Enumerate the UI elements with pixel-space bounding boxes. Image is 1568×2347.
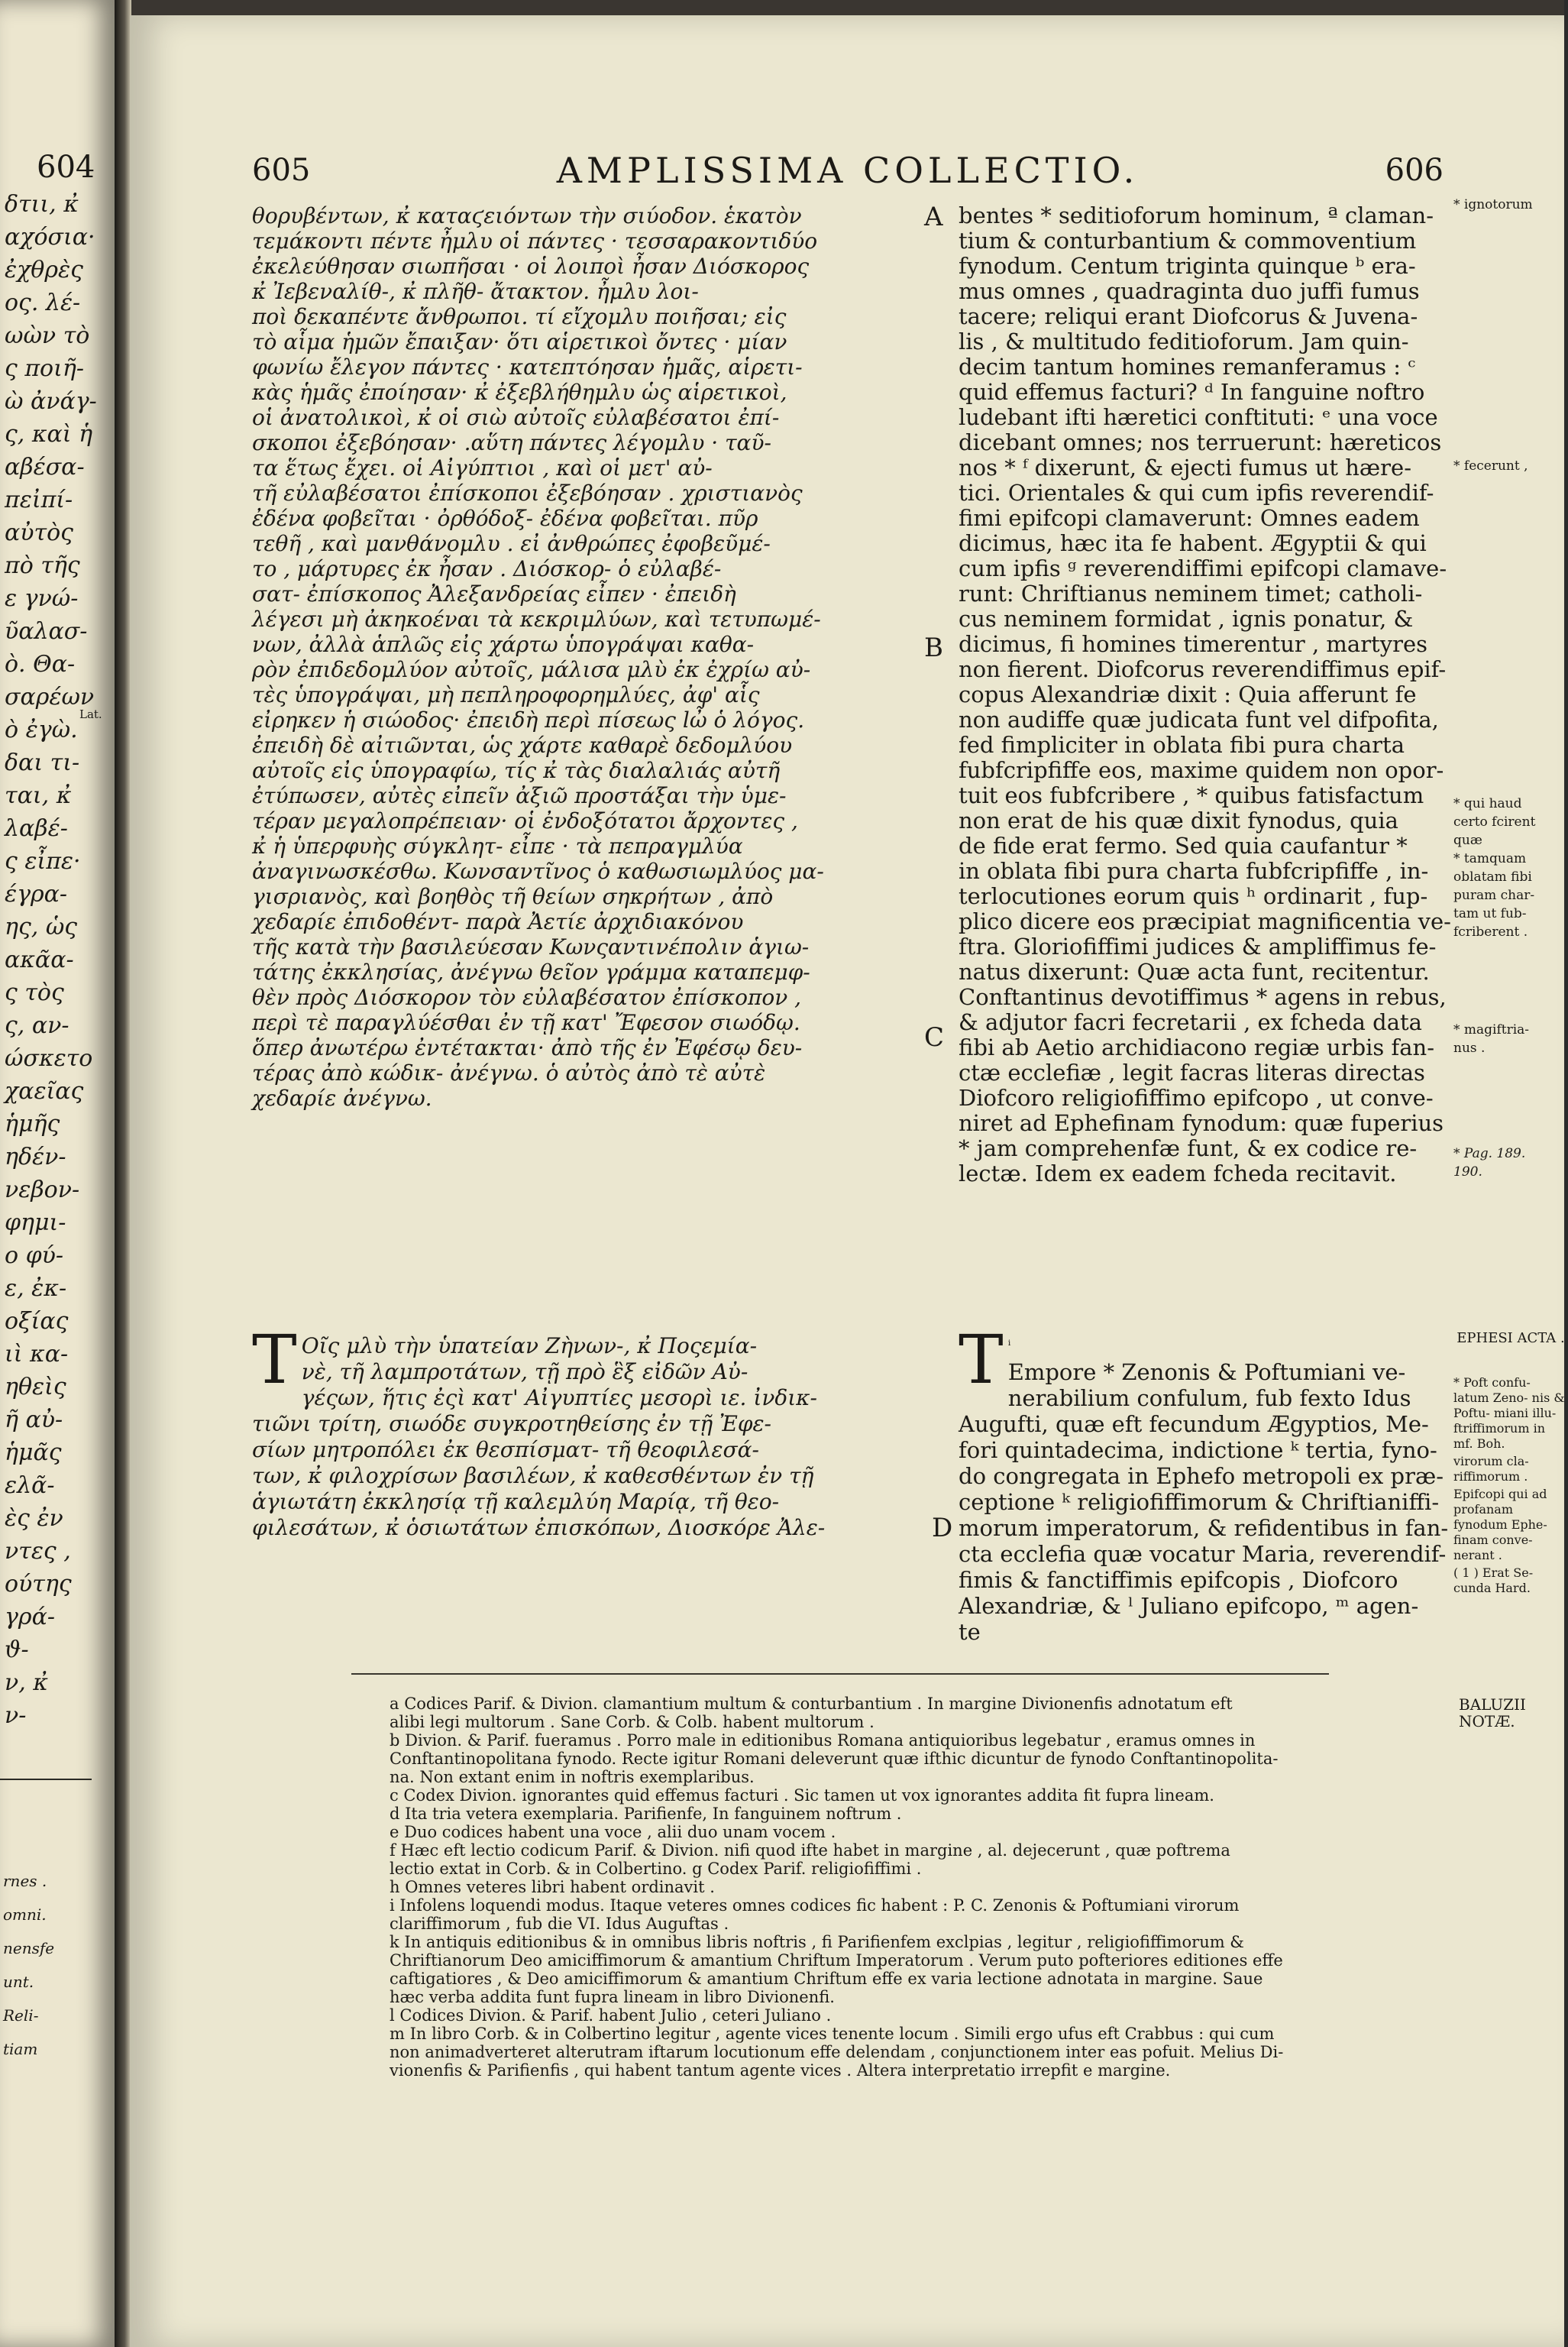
left-page-line: ῆ αὐ- xyxy=(5,1407,63,1433)
latin-line: fynodum. Centum triginta quinque ᵇ era- xyxy=(959,253,1416,279)
greek-line: σατ- ἐπίσκοπος Ἀλεξανδρείας εἶπεν · ἐπειδὴ xyxy=(252,581,736,607)
latin-line: Conftantinus devotiffimus * agens in rebus, xyxy=(959,984,1447,1010)
greek-dropcap: Τ xyxy=(252,1320,297,1399)
page-number-right: 606 xyxy=(1385,153,1444,188)
margin-line: * Pag. 189. xyxy=(1453,1146,1526,1161)
margin-line: certo fcirent xyxy=(1453,814,1536,830)
margin-note-magistria xyxy=(1453,1022,1568,1059)
greek-line: χεδαρίε ἀνέγνω. xyxy=(252,1086,432,1111)
section-marker-d: D xyxy=(932,1513,953,1543)
margin-line: fcriberent . xyxy=(1453,924,1528,940)
footnote-line: Chriftianorum Deo amiciffimorum & amantium Chriftum Imperatorum . Verum puto pofteriores editiones effe xyxy=(390,1951,1283,1970)
greek-line: ὅπερ ἀνωτέρω ἐντέτακται· ἀπὸ τῆς ἐν Ἐφέσῳ δευ- xyxy=(252,1035,803,1060)
left-page-rule xyxy=(0,1779,92,1780)
page-number-left: 605 xyxy=(252,153,311,188)
greek-line: λέγεσι μὴ ἀκηκοέναι τὰ κεκριμλύων, καὶ τετυπωμέ- xyxy=(252,607,821,632)
left-page-line: έγρα- xyxy=(5,881,68,908)
footnote-line: l Codices Divion. & Parif. habent Julio , ceteri Juliano . xyxy=(390,2006,832,2025)
greek-line: γισριανὸς, καὶ βοηθὸς τῆ θείων σηκρήτων , ἀπὸ xyxy=(252,884,774,909)
left-page-margin-note: Lat. xyxy=(79,707,102,721)
greek-line: τεμάκοντι πέντε ἦμλυ οἱ πάντες · τεσσαρακοντιδύο xyxy=(252,228,818,254)
greek-line: τέρας ἀπὸ κώδικ- ἀνέγνω. ὁ αὐτὸς ἀπὸ τὲ αὐτὲ xyxy=(252,1060,766,1086)
left-page-line: χαεῖας xyxy=(5,1078,84,1105)
greek-line: ἐπειδὴ δὲ αἰτιῶνται, ὡς χάρτε καθαρὲ δεδομλύου xyxy=(252,733,793,758)
greek-line: τὸ αἷμα ἡμῶν ἔπαιξαν· ὅτι αἱρετικοὶ ὄντες · μίαν xyxy=(252,329,787,354)
left-page-number: 604 xyxy=(37,150,95,185)
latin-section-two xyxy=(959,1320,1449,1645)
footnote-line: k In antiquis editionibus & in omnibus libris noftris , fi Parifienfem exclpias , legitur , religiofiffimorum & xyxy=(390,1933,1244,1951)
left-page-line: ὲς ἐν xyxy=(5,1505,63,1532)
latin-line: ctæ ecclefiæ , legit facras literas directas xyxy=(959,1060,1425,1086)
latin-line: dicimus, hæc ita fe habent. Ægyptii & qui xyxy=(959,530,1427,556)
left-page-line: ηδέν- xyxy=(5,1144,66,1170)
left-page-line: ῦαλασ- xyxy=(5,618,88,645)
latin-line: nerabilium confulum, fub fexto Idus xyxy=(1007,1385,1411,1411)
right-page xyxy=(130,15,1564,2347)
left-page-line: ϑ- xyxy=(5,1636,29,1663)
left-page-line: ηθεὶς xyxy=(5,1374,66,1400)
left-page-line: ς, καὶ ἡ xyxy=(5,421,93,448)
latin-line: fibi ab Aetio archidiacono regiæ urbis fan- xyxy=(959,1034,1435,1060)
latin-line: non fierent. Diofcorus reverendiffimus epif- xyxy=(959,656,1447,682)
footnote-line: a Codices Parif. & Divion. clamantium multum & conturbantium . In margine Divionenfis adnotatum eft xyxy=(390,1695,1233,1713)
footnote-line: i Infolens loquendi modus. Itaque veteres omnes codices fic habent : P. C. Zenonis & Poftumiani virorum xyxy=(390,1896,1240,1915)
latin-line: cta ecclefia quæ vocatur Maria, reverendif- xyxy=(959,1541,1447,1567)
latin-line: ftra. Gloriofiffimi judices & ampliffimus fe- xyxy=(959,934,1437,960)
latin-line: te xyxy=(959,1619,981,1645)
latin-line: ceptione ᵏ religiofiffimorum & Chriftianiffi- xyxy=(959,1489,1440,1515)
latin-line: lis , & multitudo feditioforum. Jam quin- xyxy=(959,329,1409,354)
latin-line: non erat de his quæ dixit fynodus, quia xyxy=(959,808,1398,834)
latin-line: tacere; reliqui erant Diofcorus & Juvena- xyxy=(959,303,1418,329)
left-page-line: ε, ἐκ- xyxy=(5,1275,67,1302)
acta-note: Epifcopi qui ad profanam fynodum Ephe- finam conve- nerant . xyxy=(1453,1487,1547,1562)
latin-line: Empore * Zenonis & Poftumiani ve- xyxy=(1007,1359,1406,1385)
acta-margin-notes xyxy=(1453,1375,1568,1598)
left-page-line: αχόσια· xyxy=(5,224,95,251)
left-page-line: νεβον- xyxy=(5,1177,80,1203)
margin-note-pag xyxy=(1453,1146,1568,1183)
latin-column xyxy=(959,202,1451,1186)
left-page-line: ωὼν τὸ xyxy=(5,322,90,349)
greek-line: τεθῆ , καὶ μανθάνομλυ . εἰ ἀνθρώπες ἐφοβεῦμέ- xyxy=(252,531,771,556)
latin-line: cus neminem formidat , ignis ponatur, & xyxy=(959,606,1414,632)
greek-line: ἐτύπωσεν, αὐτὲς εἰπεῖν ἀξιῶ προστάξαι τὴν ὑμε- xyxy=(252,783,787,808)
margin-line: tam ut fub- xyxy=(1453,906,1527,921)
latin-dropcap: T xyxy=(959,1320,1004,1399)
left-page-line: ς τὸς xyxy=(5,979,64,1006)
left-page-note: rnes . xyxy=(3,1872,47,1890)
footnote-line: alibi legi multorum . Sane Corb. & Colb. habent multorum . xyxy=(390,1713,875,1731)
footnote-line: caftigatiores , & Deo amiciffimorum & amantium Chriftum effe ex varia lectione adnotata in margine. Saue xyxy=(390,1970,1263,1988)
left-page-line: οξίας xyxy=(5,1308,69,1335)
margin-line: * magiftria- xyxy=(1453,1022,1530,1038)
left-page-line: ς εἶπε· xyxy=(5,848,81,875)
latin-line: runt: Chriftianus neminem timet; catholi- xyxy=(959,581,1423,607)
greek-line: νων, ἀλλὰ ἁπλῶς εἰς χάρτω ὑπογράψαι καθα- xyxy=(252,632,755,657)
latin-line: fori quintadecima, indictione ᵏ tertia, fyno- xyxy=(959,1437,1437,1463)
footnote-line: m In libro Corb. & in Colbertino legitur , agente vices tenente locum . Simili ergo ufus eft Crabbus : qui cum xyxy=(390,2025,1275,2043)
latin-line: fimi epifcopi clamaverunt: Omnes eadem xyxy=(959,505,1420,531)
greek-line: οἱ ἀνατολικοὶ, κ̓ οἱ σιὼ αὐτοῖς εὐλαβέσατοι ἐπί- xyxy=(252,405,780,430)
greek-column xyxy=(252,203,924,1111)
margin-note-ignotorum: * ignotorum xyxy=(1453,197,1533,212)
running-title: AMPLISSIMA COLLECTIO. xyxy=(556,150,1140,191)
left-page-line: ὸ. Θα- xyxy=(5,651,76,678)
left-page-line: ώσκετο xyxy=(5,1045,93,1072)
left-page-line: ος. λέ- xyxy=(5,290,81,316)
left-page-note: Reli- xyxy=(3,2006,39,2025)
latin-line: copus Alexandriæ dixit : Quia afferunt fe xyxy=(959,681,1417,707)
margin-line: nus . xyxy=(1453,1041,1486,1056)
left-page-line: ς, αν- xyxy=(5,1012,70,1039)
margin-line: quæ xyxy=(1453,833,1482,848)
page-header xyxy=(252,145,1444,191)
margin-note-qui-haud xyxy=(1453,796,1568,943)
greek-line: ἐκελεύθησαν σιωπῆσαι · οἱ λοιποὶ ἦσαν Διόσκορος xyxy=(252,254,810,279)
greek-line: χεδαρίε ἐπιδοθέντ- παρὰ Ἀετίε ἀρχιδιακόνου xyxy=(252,909,744,934)
baluzii-notae-label: BALUZII NOTÆ. xyxy=(1459,1695,1526,1730)
greek-line: το , μάρτυρες ἐκ ἦσαν . Διόσκορ- ὁ εὐλαβέ- xyxy=(252,556,722,581)
latin-line: fimis & fanctiffimis epifcopis , Diofcoro xyxy=(959,1567,1398,1593)
footnote-line: clariffimorum , fub die VI. Idus Auguftas . xyxy=(390,1915,729,1933)
greek-line: Οῖς μλὺ τὴν ὑπατείαν Ζὴνων-, κ̓ Ποςεμία- xyxy=(301,1333,758,1358)
greek-line: τα ἕτως ἔχει. οἱ Αἰγύπτιοι , καὶ οἱ μετ' αὐ- xyxy=(252,455,713,481)
latin-line: in oblata fibi pura charta fubfcripfiffe , in- xyxy=(959,858,1429,884)
left-page-line: ἐχθρὲς xyxy=(5,257,83,283)
left-page-note: omni. xyxy=(3,1905,47,1924)
greek-line: περὶ τὲ παραγλύέσθαι ἐν τῇ κατ' Ἔφεσον σιωόδῳ. xyxy=(252,1010,800,1035)
acta-heading: EPHESI ACTA . xyxy=(1456,1330,1565,1346)
latin-line: de fide erat fermo. Sed quia caufantur * xyxy=(959,833,1408,859)
latin-line: quid effemus facturi? ᵈ In fanguine noftro xyxy=(959,379,1425,405)
greek-line: ρὸν ἐπιδεδομλύον αὐτοῖς, μάλισα μλὺ ἐκ ἐχρίω αὐ- xyxy=(252,657,811,682)
left-page-line: ακᾶα- xyxy=(5,947,74,973)
footnote-line: d Ita tria vetera exemplaria. Parifienfe, In fanguinem noftrum . xyxy=(390,1805,902,1823)
greek-line: ποὶ δεκαπέντε ἄνθρωποι. τί εἴχομλυ ποιῆσαι; εἰς xyxy=(252,304,787,329)
latin-line: cum ipfis ᵍ reverendiffimi epifcopi clamave- xyxy=(959,555,1447,581)
left-page-line: ἡμῆς xyxy=(5,1111,60,1138)
left-page-line: λαβέ- xyxy=(5,815,68,842)
left-page-line: αὐτὸς xyxy=(5,520,73,546)
greek-line: γέςων, ἥτις ἐςὶ κατ' Αἰγυπτίες μεσορὶ ιε. ἰνδικ- xyxy=(301,1385,817,1410)
latin-line: natus dixerunt: Quæ acta funt, recitentur. xyxy=(959,959,1430,985)
book-gutter xyxy=(115,0,131,2347)
greek-line: φιλεσάτων, κ̓ ὁσιωτάτων ἐπισκόπων, Διοσκόρε Ἀλε- xyxy=(252,1515,826,1540)
greek-line: σίων μητροπόλει ἐκ θεσπίσματ- τῆ θεοφιλεσά- xyxy=(252,1437,760,1462)
latin-line: terlocutiones eorum quis ʰ ordinarit , fup- xyxy=(959,883,1428,909)
greek-line: κὰς ἡμᾶς ἐποίησαν· κ̓ ἐξεβλήθημλυ ὡς αἱρετικοὶ, xyxy=(252,380,787,405)
left-page-line: φημι- xyxy=(5,1209,66,1236)
acta-note: virorum cla- riffimorum . xyxy=(1453,1454,1529,1484)
left-page-notes xyxy=(3,1864,110,2066)
footnotes xyxy=(390,1695,1444,2080)
greek-line: των, κ̓ φιλοχρίσων βασιλέων, κ̓ καθεσθέντων ἐν τῇ xyxy=(252,1463,814,1488)
left-page-line: δτιι, κ̓ xyxy=(5,191,79,218)
left-page-line: ης, ὡς xyxy=(5,914,78,940)
greek-line: τέραν μεγαλοπρέπειαν· οἱ ἐνδοξότατοι ἄρχοντες , xyxy=(252,808,798,834)
left-page-line: ν, κ̓ xyxy=(5,1669,48,1696)
latin-line: decim tantum homines remanferamus : ᶜ xyxy=(959,354,1416,380)
footnote-line: Conftantinopolitana fynodo. Recte igitur Romani deleverunt quæ ifthic dicuntur de fynodo Conftantinopolita- xyxy=(390,1750,1279,1768)
left-page-line: ο φύ- xyxy=(5,1242,63,1269)
left-page-line: ντες , xyxy=(5,1538,71,1565)
left-page xyxy=(0,0,115,2347)
left-page-line: ελᾶ- xyxy=(5,1472,55,1499)
left-page-line: ται, κ̓ xyxy=(5,782,72,809)
greek-line: ἁγιωτάτη ἐκκλησίᾳ τῇ καλεμλύη Μαρίᾳ, τῆ θεο- xyxy=(252,1489,780,1514)
left-page-text xyxy=(5,188,112,1732)
latin-line: plico dicere eos præcipiat magnificentia ve- xyxy=(959,908,1451,934)
left-page-line: ἡμᾶς xyxy=(5,1439,62,1466)
latin-line: * jam comprehenfæ funt, & ex codice re- xyxy=(959,1135,1418,1161)
latin-line: Augufti, quæ eft fecundum Ægyptios, Me- xyxy=(959,1411,1429,1437)
latin-line: non audiffe quæ judicata funt vel difpofita, xyxy=(959,707,1439,733)
latin-line: morum imperatorum, & refidentibus in fan- xyxy=(959,1515,1449,1541)
left-page-line: ιὶ κα- xyxy=(5,1341,69,1368)
acta-note: ( 1 ) Erat Se- cunda Hard. xyxy=(1453,1565,1534,1595)
margin-line: puram char- xyxy=(1453,888,1535,903)
latin-line: fubfcripfiffe eos, maxime quidem non opor- xyxy=(959,757,1444,783)
greek-line: κ̓ Ἰεβεναλίθ-, κ̓ πλῆθ- ἄτακτον. ἦμλυ λοι- xyxy=(252,279,699,304)
left-page-line: πεἰπί- xyxy=(5,487,73,513)
latin-line: tium & conturbantium & commoventium xyxy=(959,228,1417,254)
margin-note-fecerunt: * fecerunt , xyxy=(1453,458,1528,474)
greek-line: ἀναγινωσκέσθω. Κωνσαντῖνος ὁ καθωσιωμλύος μα- xyxy=(252,859,824,884)
latin-line: dicimus, fi homines timerentur , martyres xyxy=(959,631,1427,657)
section-marker-a: A xyxy=(924,202,943,232)
greek-line: κ̓ ἡ ὑπερφυὴς σύγκλητ- εἶπε · τὰ πεπραγμλύα xyxy=(252,834,743,859)
footnote-line: hæc verba addita funt fupra lineam in libro Divionenfi. xyxy=(390,1988,835,2006)
left-page-line: γρά- xyxy=(5,1604,55,1630)
left-page-line: ὸ ἐγὼ. xyxy=(5,717,78,743)
footnote-line: na. Non extant enim in noftris exemplaribus. xyxy=(390,1768,755,1786)
latin-line: tici. Orientales & qui cum ipfis reverendif- xyxy=(959,480,1434,506)
latin-line: bentes * seditioforum hominum, ª claman- xyxy=(959,202,1434,228)
footnote-line: c Codex Divion. ignorantes quid effemus facturi . Sic tamen ut vox ignorantes addita fit fupra lineam. xyxy=(390,1786,1214,1805)
latin-line: lectæ. Idem ex eadem fcheda recitavit. xyxy=(959,1161,1397,1186)
acta-note: * Poft confu- latum Zeno- nis & Poftu- miani illu- ftriffimorum in mf. Boh. xyxy=(1453,1375,1565,1451)
margin-line: oblatam fibi xyxy=(1453,869,1532,885)
section-marker-c: C xyxy=(924,1022,945,1053)
greek-line: θορυβέντων, κ̓ καταϛειόντων τὴν σιύοδον. ἑκατὸν xyxy=(252,203,802,228)
footnote-line: b Divion. & Parif. fueramus . Porro male in editionibus Romana antiquioribus legebatur , eramus omnes in xyxy=(390,1731,1256,1750)
left-page-line: ε γνώ- xyxy=(5,585,79,612)
margin-line: * tamquam xyxy=(1453,851,1527,866)
left-page-line: δαι τι- xyxy=(5,749,80,776)
footnote-line: e Duo codices habent una voce , alii duo unam vocem . xyxy=(390,1823,836,1841)
greek-line: εἰρηκεν ἡ σιώοδος· ἐπειδὴ περὶ πίσεως lὦ ὁ λόγος. xyxy=(252,707,805,733)
latin-note-marker: ⁱ xyxy=(1007,1338,1011,1354)
greek-line: σκοποι ἐξεβόησαν· .αὕτη πάντες λέγομλυ · ταῦ- xyxy=(252,430,771,455)
footnote-line: h Omnes veteres libri habent ordinavit . xyxy=(390,1878,715,1896)
left-page-note: unt. xyxy=(3,1973,34,1991)
latin-line: fed fimpliciter in oblata fibi pura charta xyxy=(959,732,1405,758)
latin-line: ludebant ifti hæretici conftituti: ᵉ una voce xyxy=(959,404,1438,430)
greek-line: φωνίω ἔλεγον πάντες · κατεπτόησαν ἡμᾶς, αἱρετι- xyxy=(252,354,803,380)
latin-line: mus omnes , quadraginta duo juffi fumus xyxy=(959,278,1420,304)
greek-line: αὐτοῖς εἰς ὑπογραφίω, τίς κ̓ τὰς διαλαλιάς αὐτῆ xyxy=(252,758,781,783)
left-page-note: tiam xyxy=(3,2040,38,2058)
greek-line: θὲν πρὸς Διόσκορον τὸν εὐλαβέσατον ἐπίσκοπον , xyxy=(252,985,802,1010)
footnote-rule xyxy=(351,1673,1329,1675)
latin-line: Diofcoro religiofiffimo epifcopo , ut conve- xyxy=(959,1085,1434,1111)
footnote-line: non animadverteret alterutram iftarum locutionum effe delendam , conjunctionem inter eas pofuit. Melius Di- xyxy=(390,2043,1284,2061)
left-page-line: ὼ ἀνάγ- xyxy=(5,388,97,415)
greek-section-two xyxy=(252,1320,924,1541)
left-page-line: ούτης xyxy=(5,1571,72,1598)
greek-line: ἐδένα φοβεῖται · ὀρθόδοξ- ἐδένα φοβεῖται. πῦρ xyxy=(252,506,758,531)
greek-line: τῆς κατὰ τὴν βασιλεύεσαν Κωνςαντινέπολιν ἁγιω- xyxy=(252,934,810,960)
greek-line: τὲς ὑπογράψαι, μὴ πεπληροφορημλύες, ἀφ' αἷς xyxy=(252,682,760,707)
greek-line: τάτης ἐκκλησίας, ἀνέγνω θεῖον γράμμα καταπεμφ- xyxy=(252,960,810,985)
margin-line: 190. xyxy=(1453,1164,1482,1180)
footnote-line: lectio extat in Corb. & in Colbertino. g Codex Parif. religiofiffimi . xyxy=(390,1860,922,1878)
footnote-line: vionenfis & Parifienfis , qui habent tantum agente vices . Altera interpretatio irrepfit e margine. xyxy=(390,2061,1171,2080)
latin-line: & adjutor facri fecretarii , ex fcheda data xyxy=(959,1009,1422,1035)
left-page-note: nensfe xyxy=(3,1939,55,1957)
section-marker-b: B xyxy=(924,633,943,663)
latin-line: tuit eos fubfcribere , * quibus fatisfactum xyxy=(959,782,1424,808)
left-page-line: σαρέων xyxy=(5,684,95,711)
greek-line: τῆ εὐλαβέσατοι ἐπίσκοποι ἐξεβόησαν . χριστιανὸς xyxy=(252,481,803,506)
left-page-line: ν- xyxy=(5,1702,27,1729)
greek-line: νὲ, τῆ λαμπροτάτων, τῇ πρὸ ἓξ εἰδῶν Αὐ- xyxy=(301,1359,748,1384)
margin-line: * qui haud xyxy=(1453,796,1522,811)
footnote-line: f Hæc eft lectio codicum Parif. & Divion. nifi quod ifte habet in margine , al. dejecerunt , quæ poftrema xyxy=(390,1841,1230,1860)
left-page-line: πὸ τῆς xyxy=(5,552,80,579)
greek-line: τιῶνι τρίτη, σιωόδε συγκροτηθείσης ἐν τῇ Ἐφε- xyxy=(252,1411,771,1436)
left-page-line: ς ποιῆ- xyxy=(5,355,84,382)
latin-line: dicebant omnes; nos terruerunt: hæreticos xyxy=(959,429,1442,455)
left-page-line: αβέσα- xyxy=(5,454,85,481)
latin-line: nos * ᶠ dixerunt, & ejecti fumus ut hære- xyxy=(959,455,1411,481)
latin-line: Alexandriæ, & ˡ Juliano epifcopo, ᵐ agen- xyxy=(959,1593,1419,1619)
latin-line: do congregata in Ephefo metropoli ex præ- xyxy=(959,1463,1444,1489)
latin-line: niret ad Ephefinam fynodum: quæ fuperius xyxy=(959,1110,1444,1136)
